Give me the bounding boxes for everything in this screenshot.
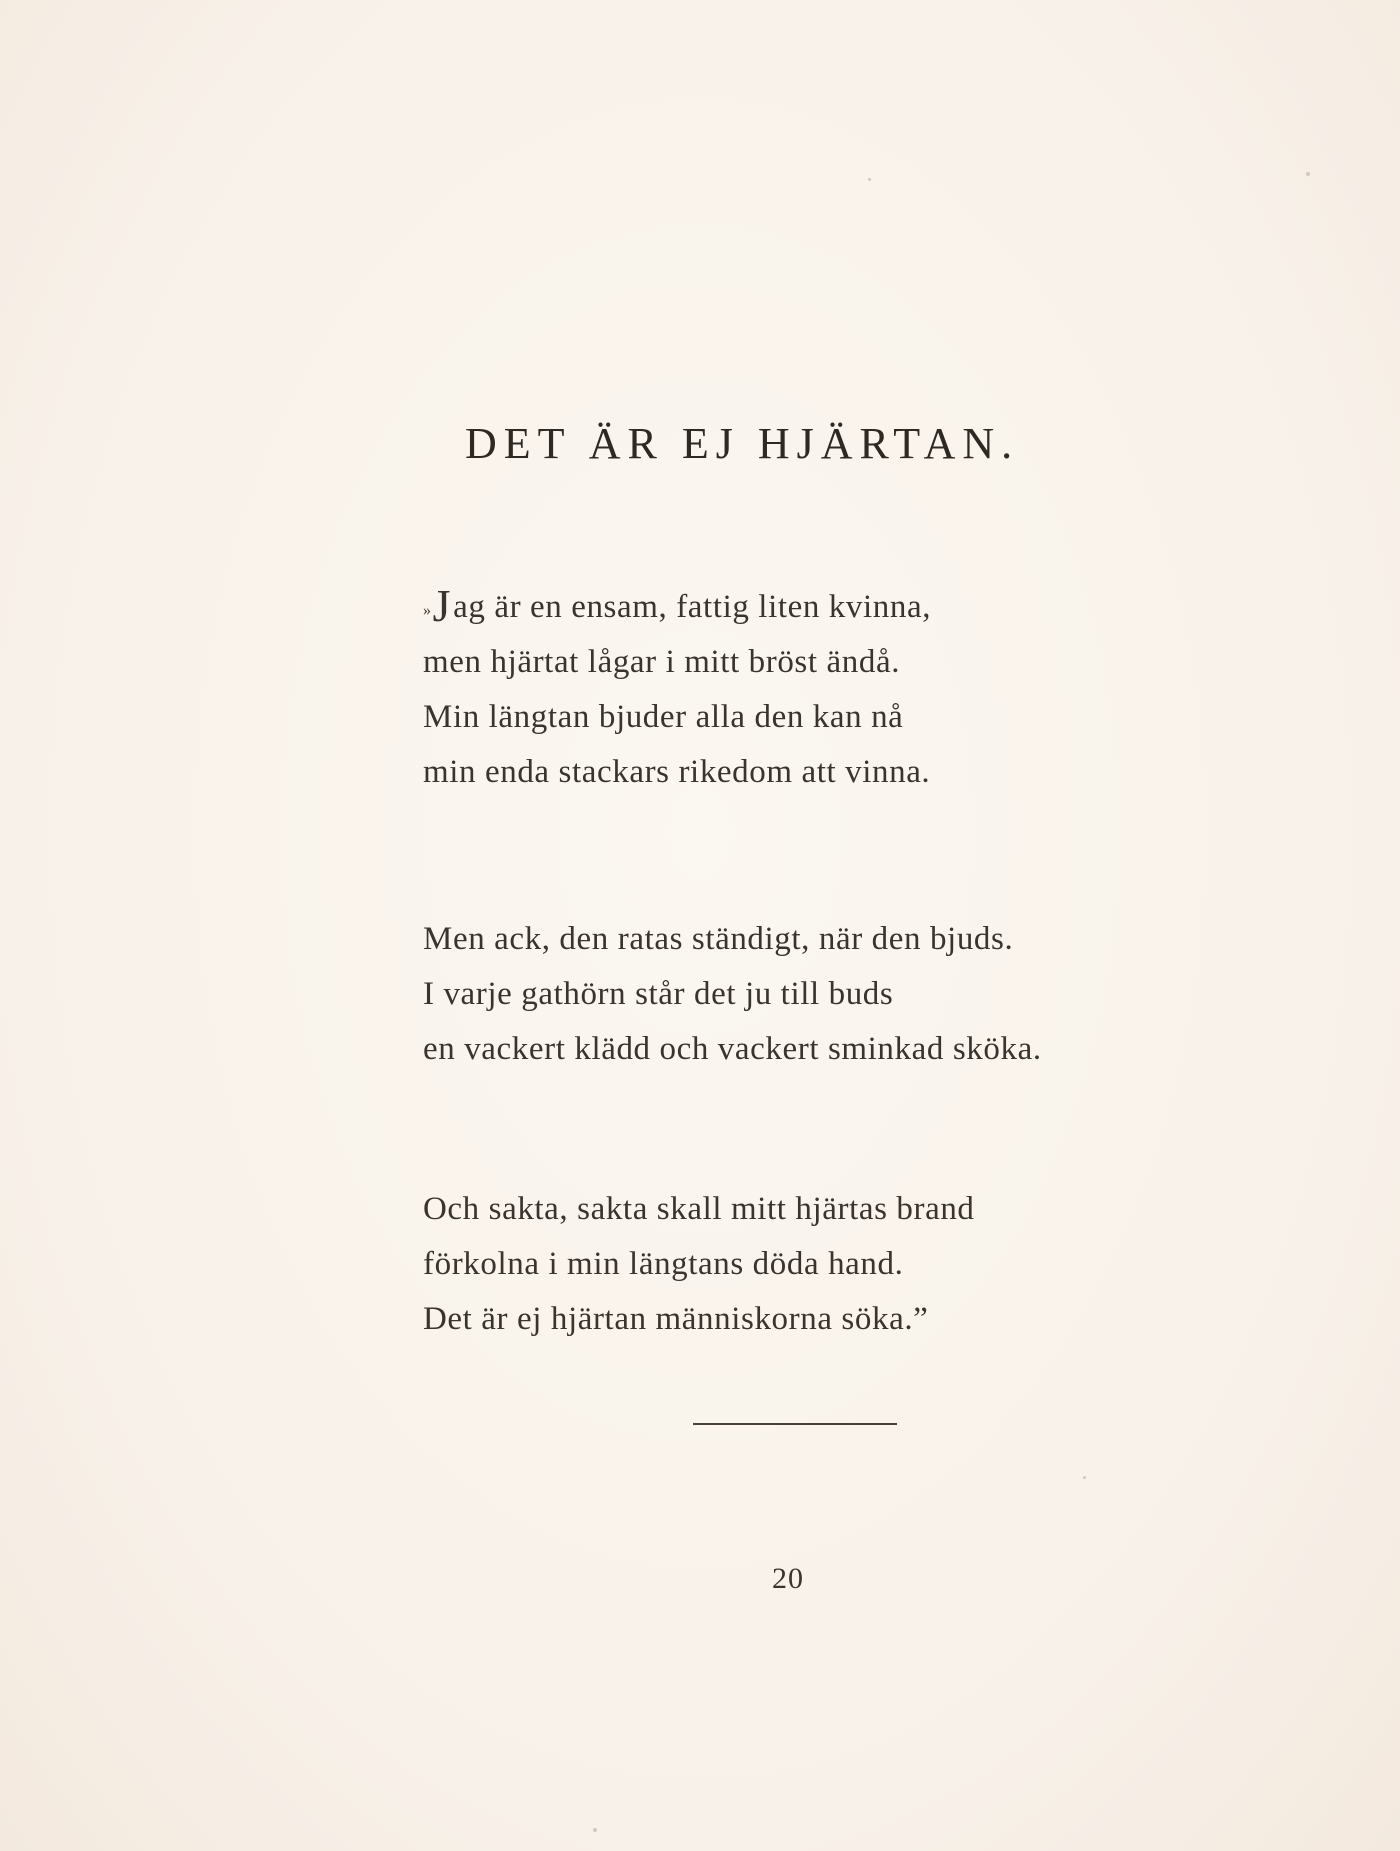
page-number: 20 [772,1562,804,1595]
verse-line: min enda stackars rikedom att vinna. [423,754,931,790]
verse-line: I varje gathörn står det ju till buds [423,976,894,1012]
poem-title: DET ÄR EJ HJÄRTAN. [465,419,1020,468]
verse-line: förkolna i min längtans döda hand. [423,1246,904,1282]
stanza-1 [423,580,931,800]
verse-line: en vackert klädd och vackert sminkad sköka. [423,1031,1042,1067]
paper-speck [868,178,871,181]
verse-line: Men ack, den ratas ständigt, när den bjuds. [423,921,1014,957]
paper-speck [1083,1476,1086,1479]
verse-line-text: ag är en ensam, fattig liten kvinna, [453,589,932,625]
verse-line: Det är ej hjärtan människorna söka.” [423,1301,929,1337]
verse-line [423,580,931,635]
initial-letter: J [432,580,452,631]
end-rule-divider [693,1423,897,1425]
verse-line: men hjärtat lågar i mitt bröst ändå. [423,644,901,680]
paper-speck [1306,172,1310,176]
opening-guillemet: » [423,602,432,619]
stanza-2 [423,912,1042,1077]
stanza-3 [423,1182,975,1347]
verse-line: Min längtan bjuder alla den kan nå [423,699,904,735]
paper-speck [593,1828,597,1832]
verse-line: Och sakta, sakta skall mitt hjärtas brand [423,1191,975,1227]
